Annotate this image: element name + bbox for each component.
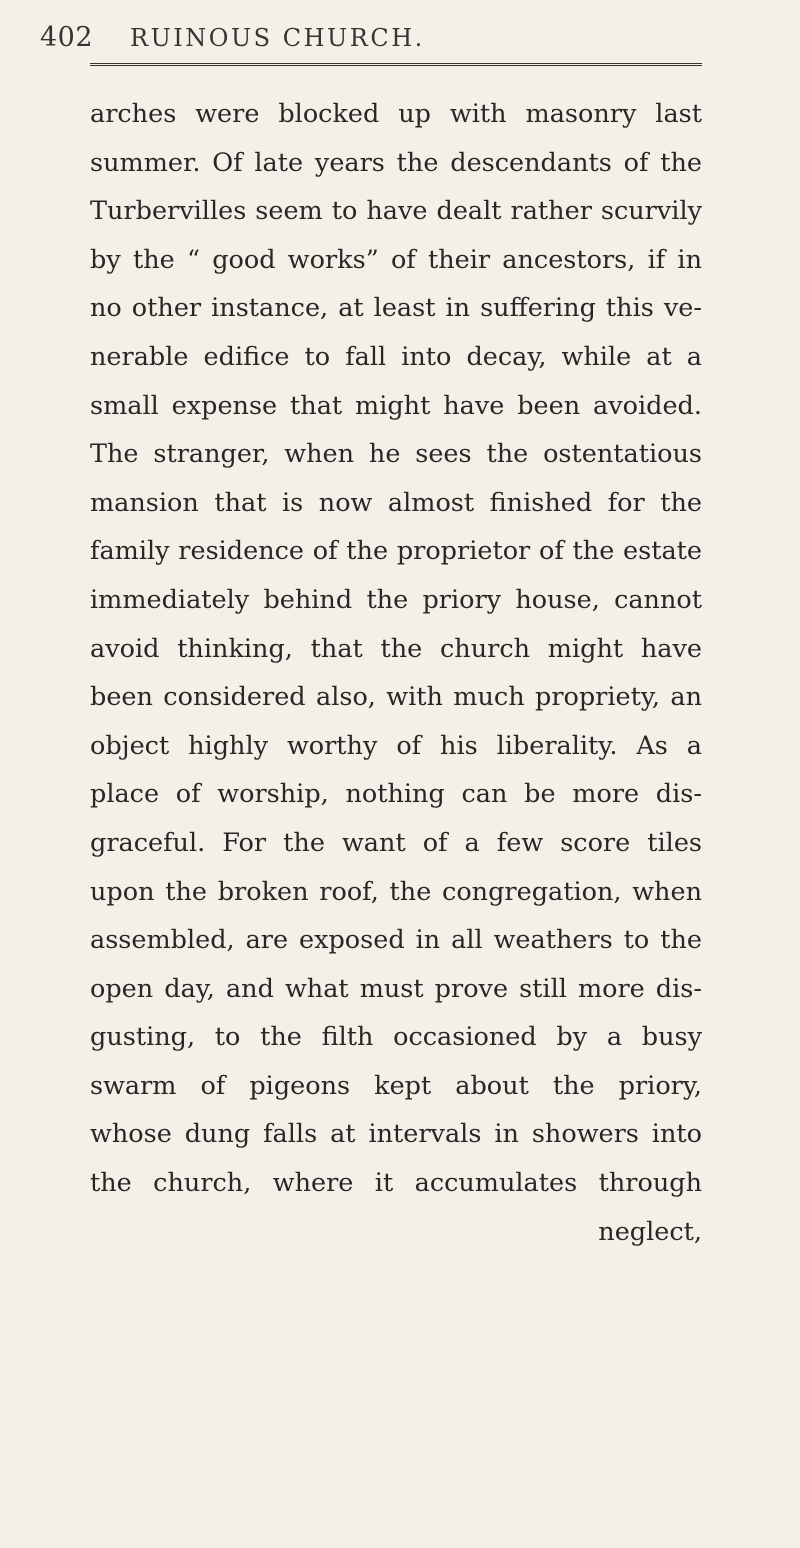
text-line: open day, and what must prove still more dis- [90, 973, 702, 1004]
text-line: object highly worthy of his liberality. As a [90, 730, 702, 761]
text-line: family residence of the proprietor of the estate [90, 536, 702, 567]
text-line: upon the broken roof, the congregation, when [90, 876, 702, 907]
text-line: The stranger, when he sees the ostentatious [90, 439, 702, 470]
text-line: swarm of pigeons kept about the priory, [90, 1070, 702, 1101]
body-text [90, 90, 702, 1256]
text-line: nerable edifice to fall into decay, while at a [90, 341, 702, 372]
text-line: graceful. For the want of a few score tiles [90, 827, 702, 858]
text-line: small expense that might have been avoided. [90, 390, 702, 421]
text-line: mansion that is now almost finished for the [90, 487, 702, 518]
text-line: immediately behind the priory house, cannot [90, 584, 702, 615]
text-line: whose dung falls at intervals in showers into [90, 1119, 702, 1150]
catchword-line: neglect, [598, 1216, 702, 1247]
text-line: gusting, to the filth occasioned by a busy [90, 1022, 702, 1053]
text-line: place of worship, nothing can be more dis- [90, 779, 702, 810]
page-number: 402 [40, 22, 94, 53]
text-line: assembled, are exposed in all weathers to the [90, 925, 702, 956]
text-line: avoid thinking, that the church might have [90, 633, 702, 664]
text-line: no other instance, at least in suffering this ve- [90, 293, 702, 324]
text-line: arches were blocked up with masonry last [90, 99, 702, 129]
text-line: the church, where it accumulates through [90, 1168, 702, 1199]
running-title: RUINOUS CHURCH. [130, 24, 425, 52]
text-line: been considered also, with much propriety, an [90, 682, 702, 713]
text-line: by the “ good works” of their ancestors, if in [90, 244, 702, 275]
text-line: summer. Of late years the descendants of the [90, 147, 702, 178]
text-line: Turbervilles seem to have dealt rather scurvily [90, 196, 702, 227]
header-rule [90, 63, 702, 67]
page-header [40, 18, 760, 58]
